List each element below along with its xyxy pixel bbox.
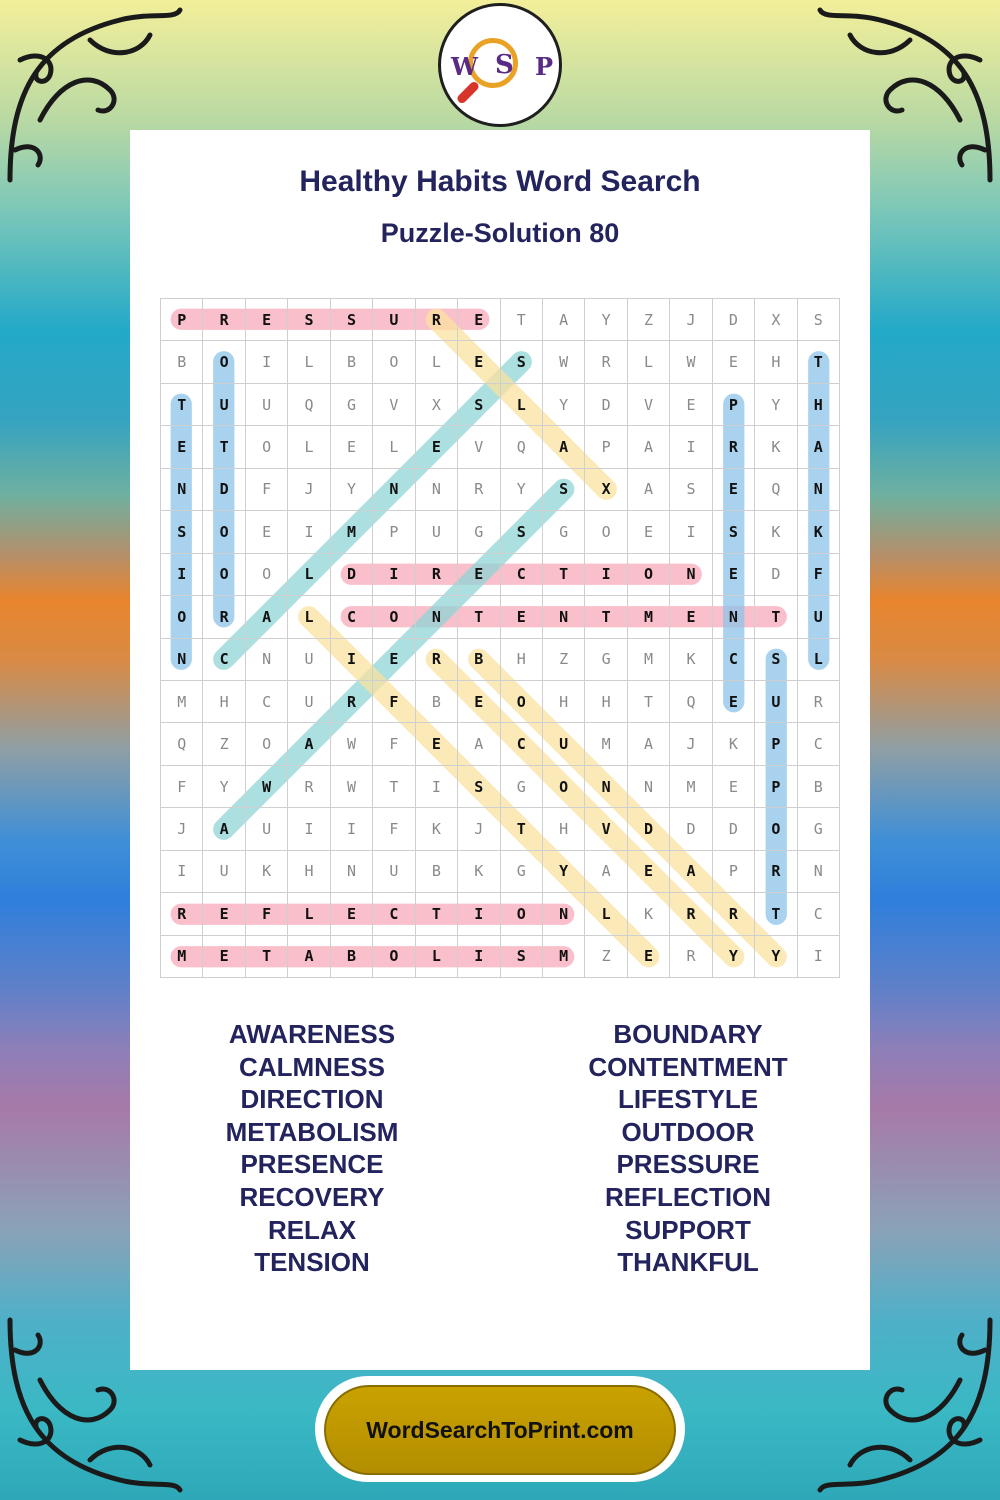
grid-cell: L bbox=[416, 936, 458, 978]
grid-cell: O bbox=[161, 596, 203, 638]
grid-cell: S bbox=[798, 299, 840, 341]
grid-cell: V bbox=[373, 384, 415, 426]
grid-cell: P bbox=[713, 384, 755, 426]
grid-cell: N bbox=[798, 469, 840, 511]
grid-cell: C bbox=[798, 893, 840, 935]
grid-cell: X bbox=[585, 469, 627, 511]
grid-cell: O bbox=[203, 511, 245, 553]
grid-cell: R bbox=[288, 766, 330, 808]
grid-cell: U bbox=[373, 299, 415, 341]
grid-cell: D bbox=[670, 808, 712, 850]
grid-cell: T bbox=[373, 766, 415, 808]
word-list-item: AWARENESS bbox=[228, 1019, 396, 1049]
grid-cell: B bbox=[458, 639, 500, 681]
grid-cell: A bbox=[203, 808, 245, 850]
grid-cell: T bbox=[203, 426, 245, 468]
grid-cell: E bbox=[203, 893, 245, 935]
grid-cell: N bbox=[798, 851, 840, 893]
grid-cell: T bbox=[458, 596, 500, 638]
grid-cell: R bbox=[416, 299, 458, 341]
grid-cell: U bbox=[203, 384, 245, 426]
grid-cell: T bbox=[543, 554, 585, 596]
word-list-item: THANKFUL bbox=[617, 1247, 759, 1278]
grid-cell: M bbox=[161, 681, 203, 723]
letter-grid bbox=[160, 298, 840, 978]
word-list-item: OUTDOOR bbox=[621, 1116, 755, 1147]
grid-cell: K bbox=[798, 511, 840, 553]
grid-cell: A bbox=[628, 469, 670, 511]
grid-cell: H bbox=[203, 681, 245, 723]
grid-cell: U bbox=[246, 384, 288, 426]
grid-cell: A bbox=[543, 426, 585, 468]
grid-cell: L bbox=[585, 893, 627, 935]
grid-cell: A bbox=[628, 426, 670, 468]
grid-cell: X bbox=[416, 384, 458, 426]
grid-cell: O bbox=[628, 554, 670, 596]
grid-cell: R bbox=[755, 851, 797, 893]
logo-letter-w: W bbox=[451, 52, 478, 81]
grid-cell: E bbox=[628, 936, 670, 978]
grid-cell: H bbox=[501, 639, 543, 681]
grid-cell: Y bbox=[543, 851, 585, 893]
grid-cell: R bbox=[416, 639, 458, 681]
grid-cell: C bbox=[331, 596, 373, 638]
grid-cell: J bbox=[670, 299, 712, 341]
grid-cell: U bbox=[203, 851, 245, 893]
grid-cell: E bbox=[458, 299, 500, 341]
grid-cell: I bbox=[373, 554, 415, 596]
grid-cell: Y bbox=[713, 936, 755, 978]
grid-cell: R bbox=[458, 469, 500, 511]
grid-cell: H bbox=[288, 851, 330, 893]
grid-cell: D bbox=[628, 808, 670, 850]
grid-cell: T bbox=[501, 808, 543, 850]
grid-cell: I bbox=[670, 426, 712, 468]
grid-cell: E bbox=[670, 384, 712, 426]
word-list-item: TENSION bbox=[254, 1247, 370, 1278]
grid-cell: P bbox=[373, 511, 415, 553]
grid-cell: N bbox=[331, 851, 373, 893]
grid-cell: S bbox=[458, 766, 500, 808]
grid-cell: E bbox=[458, 681, 500, 723]
grid-cell: E bbox=[713, 469, 755, 511]
grid-cell: S bbox=[288, 299, 330, 341]
grid-cell: I bbox=[331, 808, 373, 850]
grid-cell: W bbox=[246, 766, 288, 808]
grid-cell: K bbox=[416, 808, 458, 850]
grid-cell: H bbox=[798, 384, 840, 426]
grid-cell: Q bbox=[501, 426, 543, 468]
grid-cell: P bbox=[713, 851, 755, 893]
grid-cell: I bbox=[161, 851, 203, 893]
logo-letter-s: S bbox=[495, 50, 514, 80]
grid-cell: N bbox=[161, 639, 203, 681]
grid-cell: N bbox=[713, 596, 755, 638]
grid-cell: B bbox=[416, 681, 458, 723]
grid-cell: F bbox=[373, 808, 415, 850]
grid-cell: K bbox=[755, 426, 797, 468]
grid-cell: C bbox=[501, 554, 543, 596]
grid-cell: E bbox=[246, 299, 288, 341]
grid-cell: O bbox=[501, 681, 543, 723]
grid-cell: G bbox=[543, 511, 585, 553]
grid-cell: M bbox=[670, 766, 712, 808]
grid-cell: S bbox=[670, 469, 712, 511]
grid-cell: O bbox=[501, 893, 543, 935]
grid-cell: I bbox=[458, 936, 500, 978]
grid-cell: S bbox=[501, 511, 543, 553]
grid-cell: T bbox=[628, 681, 670, 723]
grid-cell: K bbox=[458, 851, 500, 893]
grid-cell: C bbox=[713, 639, 755, 681]
grid-cell: E bbox=[713, 681, 755, 723]
word-list-item: PRESSURE bbox=[616, 1149, 760, 1180]
grid-cell: E bbox=[416, 426, 458, 468]
grid-cell: G bbox=[331, 384, 373, 426]
grid-cell: R bbox=[670, 936, 712, 978]
grid-cell: M bbox=[585, 723, 627, 765]
word-list-item: CALMNESS bbox=[239, 1051, 385, 1082]
grid-cell: I bbox=[585, 554, 627, 596]
word-list-left bbox=[162, 1018, 462, 1279]
grid-cell: L bbox=[416, 341, 458, 383]
grid-cell: Q bbox=[288, 384, 330, 426]
grid-cell: E bbox=[713, 341, 755, 383]
grid-cell: G bbox=[798, 808, 840, 850]
grid-cell: A bbox=[458, 723, 500, 765]
word-list-item: REFLECTION bbox=[604, 1181, 772, 1212]
grid-cell: E bbox=[628, 511, 670, 553]
grid-cell: O bbox=[203, 341, 245, 383]
grid-cell: T bbox=[416, 893, 458, 935]
wsp-logo bbox=[438, 3, 562, 127]
magnifier-handle bbox=[456, 80, 481, 105]
word-list-item: RECOVERY bbox=[239, 1181, 385, 1212]
grid-cell: E bbox=[331, 426, 373, 468]
grid-cell: R bbox=[670, 893, 712, 935]
grid-cell: U bbox=[755, 681, 797, 723]
grid-cell: O bbox=[203, 554, 245, 596]
grid-cell: N bbox=[416, 469, 458, 511]
grid-cell: J bbox=[458, 808, 500, 850]
grid-cell: R bbox=[331, 681, 373, 723]
grid-cell: Y bbox=[543, 384, 585, 426]
grid-cell: O bbox=[543, 766, 585, 808]
grid-cell: T bbox=[755, 893, 797, 935]
grid-cell: A bbox=[670, 851, 712, 893]
grid-cell: L bbox=[288, 426, 330, 468]
grid-cell: J bbox=[670, 723, 712, 765]
grid-cell: D bbox=[713, 299, 755, 341]
page-title: Healthy Habits Word Search bbox=[299, 165, 701, 198]
grid-cell: R bbox=[161, 893, 203, 935]
grid-cell: Z bbox=[628, 299, 670, 341]
grid-cell: A bbox=[798, 426, 840, 468]
grid-cell: L bbox=[288, 554, 330, 596]
grid-cell: T bbox=[798, 341, 840, 383]
grid-cell: P bbox=[585, 426, 627, 468]
grid-cell: G bbox=[501, 851, 543, 893]
grid-cell: E bbox=[501, 596, 543, 638]
grid-cell: D bbox=[203, 469, 245, 511]
grid-cell: E bbox=[713, 766, 755, 808]
grid-cell: H bbox=[585, 681, 627, 723]
grid-cell: W bbox=[543, 341, 585, 383]
grid-cell: O bbox=[755, 808, 797, 850]
grid-cell: I bbox=[458, 893, 500, 935]
grid-cell: Z bbox=[203, 723, 245, 765]
grid-cell: F bbox=[246, 469, 288, 511]
word-list-item: DIRECTION bbox=[240, 1084, 384, 1115]
grid-cell: A bbox=[628, 723, 670, 765]
grid-cell: E bbox=[331, 893, 373, 935]
grid-cell: Q bbox=[755, 469, 797, 511]
grid-cell: F bbox=[161, 766, 203, 808]
grid-cell: K bbox=[755, 511, 797, 553]
grid-cell: A bbox=[288, 723, 330, 765]
grid-cell: B bbox=[331, 936, 373, 978]
grid-cell: V bbox=[458, 426, 500, 468]
grid-cell: B bbox=[331, 341, 373, 383]
grid-cell: P bbox=[161, 299, 203, 341]
grid-cell: L bbox=[288, 596, 330, 638]
grid-cell: E bbox=[670, 596, 712, 638]
grid-cell: W bbox=[331, 723, 373, 765]
grid-cell: S bbox=[458, 384, 500, 426]
grid-cell: S bbox=[755, 639, 797, 681]
grid-cell: A bbox=[585, 851, 627, 893]
word-list-item: METABOLISM bbox=[225, 1116, 399, 1147]
grid-cell: G bbox=[458, 511, 500, 553]
grid-cell: L bbox=[288, 341, 330, 383]
grid-cell: P bbox=[755, 723, 797, 765]
grid-cell: R bbox=[713, 426, 755, 468]
grid-cell: I bbox=[288, 808, 330, 850]
grid-cell: R bbox=[203, 596, 245, 638]
grid-cell: X bbox=[755, 299, 797, 341]
grid-cell: E bbox=[161, 426, 203, 468]
grid-cell: J bbox=[288, 469, 330, 511]
logo-letter-p: P bbox=[535, 52, 554, 81]
grid-cell: U bbox=[288, 639, 330, 681]
grid-cell: I bbox=[798, 936, 840, 978]
grid-cell: S bbox=[543, 469, 585, 511]
grid-cell: B bbox=[416, 851, 458, 893]
grid-cell: L bbox=[798, 639, 840, 681]
grid-cell: K bbox=[713, 723, 755, 765]
grid-cell: R bbox=[416, 554, 458, 596]
grid-cell: C bbox=[203, 639, 245, 681]
grid-cell: U bbox=[246, 808, 288, 850]
grid-cell: N bbox=[628, 766, 670, 808]
grid-cell: U bbox=[798, 596, 840, 638]
grid-cell: F bbox=[798, 554, 840, 596]
grid-cell: O bbox=[373, 341, 415, 383]
grid-cell: S bbox=[331, 299, 373, 341]
grid-cell: Y bbox=[331, 469, 373, 511]
grid-cell: F bbox=[246, 893, 288, 935]
grid-cell: G bbox=[585, 639, 627, 681]
grid-cell: Q bbox=[161, 723, 203, 765]
grid-cell: F bbox=[373, 681, 415, 723]
grid-cell: Y bbox=[501, 469, 543, 511]
grid-cell: L bbox=[373, 426, 415, 468]
grid-cell: I bbox=[670, 511, 712, 553]
grid-cell: N bbox=[585, 766, 627, 808]
grid-cell: N bbox=[246, 639, 288, 681]
grid-cell: W bbox=[670, 341, 712, 383]
grid-cell: T bbox=[161, 384, 203, 426]
grid-cell: Y bbox=[755, 936, 797, 978]
grid-cell: H bbox=[543, 808, 585, 850]
word-list-item: LIFESTYLE bbox=[617, 1084, 759, 1115]
grid-cell: F bbox=[373, 723, 415, 765]
grid-cell: L bbox=[501, 384, 543, 426]
grid-cell: U bbox=[288, 681, 330, 723]
word-list-item: BOUNDARY bbox=[613, 1019, 763, 1049]
grid-cell: E bbox=[458, 341, 500, 383]
grid-cell: S bbox=[501, 341, 543, 383]
grid-cell: G bbox=[501, 766, 543, 808]
grid-cell: K bbox=[246, 851, 288, 893]
grid-cell: D bbox=[713, 808, 755, 850]
grid-cell: D bbox=[585, 384, 627, 426]
grid-cell: S bbox=[161, 511, 203, 553]
page-subtitle: Puzzle-Solution 80 bbox=[380, 218, 620, 248]
grid-cell: E bbox=[373, 639, 415, 681]
grid-cell: C bbox=[246, 681, 288, 723]
grid-cell: U bbox=[373, 851, 415, 893]
grid-cell: O bbox=[585, 511, 627, 553]
grid-cell: O bbox=[246, 554, 288, 596]
word-list-item: CONTENTMENT bbox=[588, 1051, 788, 1082]
grid-cell: D bbox=[755, 554, 797, 596]
grid-cell: N bbox=[670, 554, 712, 596]
grid-cell: O bbox=[373, 596, 415, 638]
word-search-grid bbox=[160, 298, 840, 978]
grid-cell: M bbox=[161, 936, 203, 978]
grid-cell: N bbox=[543, 596, 585, 638]
grid-cell: N bbox=[373, 469, 415, 511]
grid-cell: Q bbox=[670, 681, 712, 723]
grid-cell: I bbox=[246, 341, 288, 383]
grid-cell: T bbox=[501, 299, 543, 341]
grid-cell: R bbox=[713, 893, 755, 935]
grid-cell: T bbox=[246, 936, 288, 978]
grid-cell: B bbox=[798, 766, 840, 808]
grid-cell: A bbox=[246, 596, 288, 638]
grid-cell: C bbox=[798, 723, 840, 765]
grid-cell: Z bbox=[543, 639, 585, 681]
grid-cell: I bbox=[288, 511, 330, 553]
grid-cell: I bbox=[161, 554, 203, 596]
grid-cell: O bbox=[246, 426, 288, 468]
grid-cell: M bbox=[628, 596, 670, 638]
grid-cell: U bbox=[416, 511, 458, 553]
grid-cell: E bbox=[246, 511, 288, 553]
grid-cell: J bbox=[161, 808, 203, 850]
grid-cell: R bbox=[798, 681, 840, 723]
grid-cell: E bbox=[628, 851, 670, 893]
grid-cell: D bbox=[331, 554, 373, 596]
grid-cell: Y bbox=[755, 384, 797, 426]
grid-cell: U bbox=[543, 723, 585, 765]
grid-cell: V bbox=[585, 808, 627, 850]
grid-cell: Z bbox=[585, 936, 627, 978]
grid-cell: H bbox=[543, 681, 585, 723]
grid-cell: E bbox=[416, 723, 458, 765]
grid-cell: E bbox=[713, 554, 755, 596]
grid-cell: N bbox=[416, 596, 458, 638]
grid-cell: K bbox=[670, 639, 712, 681]
grid-cell: M bbox=[628, 639, 670, 681]
grid-cell: P bbox=[755, 766, 797, 808]
grid-cell: Y bbox=[203, 766, 245, 808]
grid-cell: B bbox=[161, 341, 203, 383]
grid-cell: E bbox=[458, 554, 500, 596]
grid-cell: N bbox=[543, 893, 585, 935]
grid-cell: T bbox=[585, 596, 627, 638]
grid-cell: I bbox=[331, 639, 373, 681]
grid-cell: S bbox=[501, 936, 543, 978]
grid-cell: E bbox=[203, 936, 245, 978]
grid-cell: S bbox=[713, 511, 755, 553]
grid-cell: I bbox=[416, 766, 458, 808]
grid-cell: V bbox=[628, 384, 670, 426]
grid-cell: O bbox=[373, 936, 415, 978]
website-link-button[interactable]: WordSearchToPrint.com bbox=[324, 1385, 676, 1475]
grid-cell: C bbox=[373, 893, 415, 935]
grid-cell: A bbox=[543, 299, 585, 341]
grid-cell: M bbox=[331, 511, 373, 553]
word-list-right bbox=[538, 1018, 838, 1279]
grid-cell: Y bbox=[585, 299, 627, 341]
grid-cell: H bbox=[755, 341, 797, 383]
word-list-item: RELAX bbox=[267, 1214, 357, 1245]
word-list-item: SUPPORT bbox=[625, 1214, 751, 1245]
grid-cell: M bbox=[543, 936, 585, 978]
grid-cell: L bbox=[628, 341, 670, 383]
word-list-item: PRESENCE bbox=[240, 1149, 384, 1180]
grid-cell: R bbox=[585, 341, 627, 383]
grid-cell: A bbox=[288, 936, 330, 978]
grid-cell: N bbox=[161, 469, 203, 511]
grid-cell: O bbox=[246, 723, 288, 765]
grid-cell: W bbox=[331, 766, 373, 808]
grid-cell: R bbox=[203, 299, 245, 341]
grid-cell: T bbox=[755, 596, 797, 638]
grid-cell: L bbox=[288, 893, 330, 935]
grid-cell: C bbox=[501, 723, 543, 765]
grid-cell: K bbox=[628, 893, 670, 935]
